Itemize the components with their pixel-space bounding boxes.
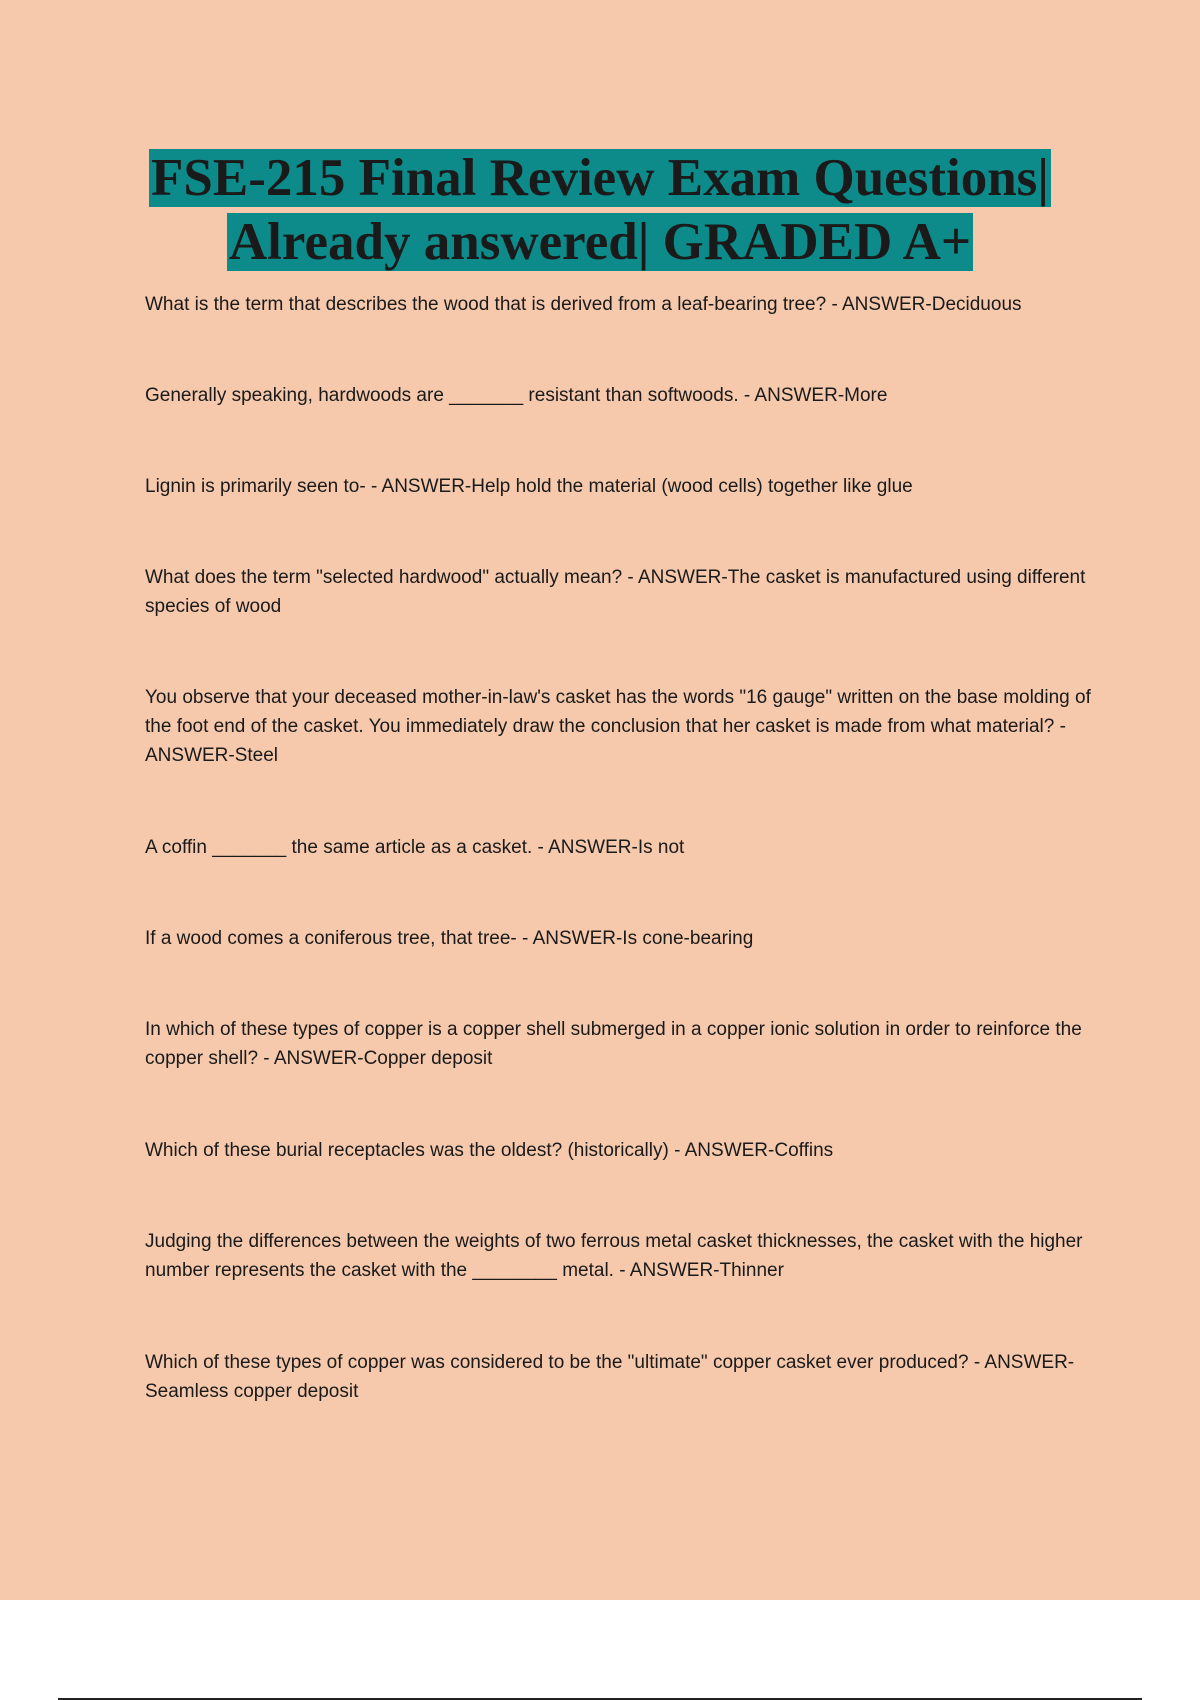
qa-item-11: Which of these types of copper was considered to be the "ultimate" copper casket ever produced? - ANSWER-Seamless copper deposit bbox=[145, 1352, 1075, 1402]
qa-item-5: You observe that your deceased mother-in-law's casket has the words "16 gauge" written on the base molding of the foot end of the casket. You immediately draw the conclusion that her casket is made from what material? - ANSWER-Steel bbox=[145, 687, 1091, 766]
qa-item-1: What is the term that describes the wood that is derived from a leaf-bearing tree? - ANSWER-Deciduous bbox=[145, 294, 1022, 315]
qa-item-3: Lignin is primarily seen to- - ANSWER-Help hold the material (wood cells) together like glue bbox=[145, 476, 913, 497]
document-title bbox=[0, 146, 1200, 274]
qa-item-10: Judging the differences between the weights of two ferrous metal casket thicknesses, the casket with the higher number represents the casket with the ________ metal. - ANSWER-Thinner bbox=[145, 1231, 1083, 1281]
title-line-2: Already answered| GRADED A+ bbox=[228, 213, 972, 271]
qa-item-7: If a wood comes a coniferous tree, that tree- - ANSWER-Is cone-bearing bbox=[145, 928, 754, 949]
title-line-1: FSE-215 Final Review Exam Questions| bbox=[151, 149, 1049, 207]
qa-item-8: In which of these types of copper is a copper shell submerged in a copper ionic solution in order to reinforce the copper shell? - ANSWER-Copper deposit bbox=[145, 1019, 1082, 1069]
qa-item-2: Generally speaking, hardwoods are _______ resistant than softwoods. - ANSWER-More bbox=[145, 385, 888, 406]
qa-item-9: Which of these burial receptacles was the oldest? (historically) - ANSWER-Coffins bbox=[145, 1140, 834, 1161]
qa-item-6: A coffin _______ the same article as a casket. - ANSWER-Is not bbox=[145, 837, 685, 858]
qa-item-4: What does the term "selected hardwood" actually mean? - ANSWER-The casket is manufactured using different species of wood bbox=[145, 567, 1086, 617]
